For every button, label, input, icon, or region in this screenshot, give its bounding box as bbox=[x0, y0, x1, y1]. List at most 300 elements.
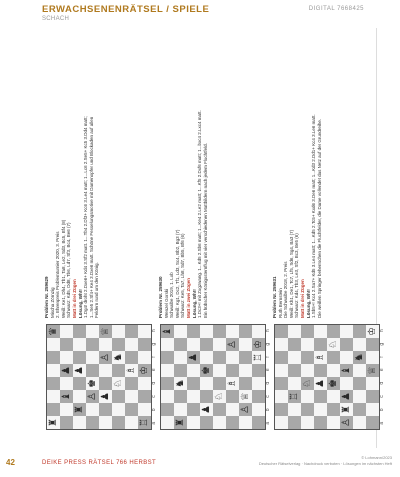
board-square bbox=[213, 416, 226, 429]
board-square bbox=[161, 325, 174, 338]
board-square bbox=[213, 390, 226, 403]
board-square bbox=[86, 390, 99, 403]
board-square bbox=[327, 325, 340, 338]
chess-piece: ♕ bbox=[366, 366, 378, 375]
chess-piece: ♞ bbox=[353, 353, 365, 362]
board-square bbox=[47, 338, 60, 351]
board-square bbox=[252, 325, 265, 338]
chess-board bbox=[274, 324, 380, 430]
board-square bbox=[47, 377, 60, 390]
chess-piece: ♜ bbox=[47, 418, 59, 427]
board-square bbox=[138, 338, 151, 351]
board-square bbox=[288, 338, 301, 351]
board-square bbox=[47, 351, 60, 364]
board-square bbox=[301, 390, 314, 403]
puzzle-panel bbox=[42, 104, 156, 432]
file-label: f bbox=[151, 356, 157, 358]
file-label: c bbox=[265, 395, 271, 398]
board-square bbox=[187, 377, 200, 390]
board-square bbox=[314, 325, 327, 338]
problem-author: Ruth Bernstein bbox=[277, 288, 283, 318]
chess-piece: ♕ bbox=[239, 392, 251, 401]
stipulation: Matt in drei Zügen bbox=[71, 279, 77, 318]
board-square bbox=[86, 403, 99, 416]
board-square bbox=[213, 325, 226, 338]
board-square bbox=[288, 351, 301, 364]
board-square bbox=[239, 390, 252, 403]
magazine-name: DEIKE PRESS RÄTSEL 766 HERBST bbox=[42, 460, 157, 466]
chess-piece: ♔ bbox=[252, 340, 264, 349]
page-number: 42 bbox=[6, 458, 15, 467]
board-square bbox=[353, 403, 366, 416]
chess-piece: ♗ bbox=[226, 379, 238, 388]
chess-piece: ♞ bbox=[112, 353, 124, 362]
board-square bbox=[73, 416, 86, 429]
board-square bbox=[112, 403, 125, 416]
board-square bbox=[340, 351, 353, 364]
chess-piece: ♗ bbox=[125, 366, 137, 375]
board-square bbox=[125, 377, 138, 390]
board-square bbox=[366, 338, 379, 351]
chess-piece: ♙ bbox=[99, 353, 111, 362]
board-square bbox=[213, 338, 226, 351]
board-square bbox=[174, 338, 187, 351]
chess-piece: ♟ bbox=[187, 353, 199, 362]
board-square bbox=[187, 338, 200, 351]
board-square bbox=[340, 338, 353, 351]
puzzle-panel bbox=[270, 104, 384, 432]
board-square bbox=[353, 338, 366, 351]
board-square bbox=[86, 325, 99, 338]
white-position: Weiß: Ke1, Dh4, Tb1, Ta8, Le2, Sd3, Bc5, Bf4 (8) bbox=[60, 219, 66, 318]
stipulation: Matt in zwei Zügen bbox=[185, 278, 191, 318]
board-square bbox=[99, 390, 112, 403]
file-label: a bbox=[151, 421, 157, 425]
board-square bbox=[138, 403, 151, 416]
board-square bbox=[125, 390, 138, 403]
board-square bbox=[314, 351, 327, 364]
board-square bbox=[275, 377, 288, 390]
file-label: d bbox=[265, 381, 271, 385]
problem-author: Wenzel Gorski bbox=[163, 288, 169, 318]
board-square bbox=[275, 338, 288, 351]
chess-piece: ♕ bbox=[99, 327, 111, 336]
board-square bbox=[200, 416, 213, 429]
board-square bbox=[112, 338, 125, 351]
board-square bbox=[252, 416, 265, 429]
board-square bbox=[200, 390, 213, 403]
board-square bbox=[301, 403, 314, 416]
board-square bbox=[213, 403, 226, 416]
board-square bbox=[327, 364, 340, 377]
board-square bbox=[112, 351, 125, 364]
board-square bbox=[86, 364, 99, 377]
board-square bbox=[366, 364, 379, 377]
board-square bbox=[314, 377, 327, 390]
board-square bbox=[86, 416, 99, 429]
problem-heading: Problem Nr. 259631 bbox=[272, 276, 277, 318]
board-square bbox=[239, 416, 252, 429]
chess-piece: ♙ bbox=[340, 418, 352, 427]
board-square bbox=[99, 364, 112, 377]
board-square bbox=[288, 325, 301, 338]
board-square bbox=[288, 377, 301, 390]
chess-piece: ♜ bbox=[174, 418, 186, 427]
board-square bbox=[86, 377, 99, 390]
board-square bbox=[239, 325, 252, 338]
problem-source: Die Schwalbe 2018, 2. Preis bbox=[283, 261, 289, 318]
board-square bbox=[125, 403, 138, 416]
board-square bbox=[327, 390, 340, 403]
board-square bbox=[174, 325, 187, 338]
board-square bbox=[275, 403, 288, 416]
board-square bbox=[161, 364, 174, 377]
chess-piece: ♝ bbox=[340, 366, 352, 375]
board-square bbox=[288, 416, 301, 429]
board-square bbox=[301, 364, 314, 377]
board-square bbox=[73, 377, 86, 390]
file-label: d bbox=[151, 381, 157, 385]
problem-source: 2. Ehrenpreis Problemturnier 2020, 3. Preis bbox=[55, 231, 61, 318]
board-square bbox=[239, 403, 252, 416]
board-square bbox=[174, 416, 187, 429]
chess-piece: ♘ bbox=[327, 340, 339, 349]
file-label: g bbox=[265, 342, 271, 346]
board-square bbox=[187, 403, 200, 416]
file-label: f bbox=[265, 356, 271, 358]
board-square bbox=[138, 364, 151, 377]
board-square bbox=[314, 416, 327, 429]
board-square bbox=[239, 364, 252, 377]
board-square bbox=[99, 351, 112, 364]
file-label: d bbox=[379, 381, 385, 385]
board-square bbox=[226, 338, 239, 351]
board-square bbox=[366, 403, 379, 416]
solution-text: 1.Dc3+! mit Zugzwang. 1...Kd5 2.Sb6 matt; 1...Ke4 2.Le2 matt; 1...Kf5 2.Dxf6 matt; 1...bxc4 2.Lxc4 matt. Ein hübscher Königssternflug mit vier verschiedenen Mattbildern nach jedem Fluchtfeld. bbox=[197, 110, 208, 318]
board-square bbox=[340, 325, 353, 338]
board-square bbox=[125, 325, 138, 338]
file-label: h bbox=[379, 329, 385, 333]
problem-heading: Problem Nr. 259629 bbox=[44, 276, 49, 318]
board-square bbox=[301, 338, 314, 351]
board-square bbox=[366, 390, 379, 403]
board-square bbox=[73, 390, 86, 403]
board-square bbox=[161, 351, 174, 364]
board-square bbox=[252, 390, 265, 403]
board-square bbox=[226, 364, 239, 377]
board-square bbox=[174, 364, 187, 377]
board-square bbox=[239, 351, 252, 364]
file-label: h bbox=[265, 329, 271, 333]
board-square bbox=[239, 377, 252, 390]
board-square bbox=[187, 416, 200, 429]
board-square bbox=[47, 325, 60, 338]
board-square bbox=[47, 390, 60, 403]
board-square bbox=[60, 377, 73, 390]
board-square bbox=[73, 338, 86, 351]
board-square bbox=[275, 390, 288, 403]
board-square bbox=[327, 351, 340, 364]
chess-piece: ♔ bbox=[138, 366, 150, 375]
board-square bbox=[60, 325, 73, 338]
problem-source: Schwalbe 2019, 1. Lob bbox=[169, 272, 175, 318]
chess-piece: ♚ bbox=[86, 379, 98, 388]
board-square bbox=[200, 325, 213, 338]
copyright: © Lohmann/2023 bbox=[361, 455, 392, 460]
solution-heading: Lösung, Wh!! bbox=[191, 289, 197, 318]
chess-piece: ♙ bbox=[86, 392, 98, 401]
board-square bbox=[161, 403, 174, 416]
board-square bbox=[327, 377, 340, 390]
board-square bbox=[200, 364, 213, 377]
chess-piece: ♚ bbox=[327, 379, 339, 388]
file-label: e bbox=[151, 368, 157, 372]
board-square bbox=[99, 403, 112, 416]
board-square bbox=[161, 416, 174, 429]
board-square bbox=[353, 416, 366, 429]
puzzle-columns bbox=[42, 28, 385, 432]
puzzle-text bbox=[44, 110, 100, 318]
board-square bbox=[340, 416, 353, 429]
page-header bbox=[0, 0, 400, 28]
board-square bbox=[174, 351, 187, 364]
stipulation: Matt in drei Zügen bbox=[299, 279, 305, 318]
board-square bbox=[239, 338, 252, 351]
board-square bbox=[353, 390, 366, 403]
board-square bbox=[366, 377, 379, 390]
solution-text: 1.Sb5+! Kc4 2.Sa7+ Kd5 3.Le4 matt; 1...Kd5 2.Tc5+ Kxd6 3.De6 matt; 1...Kd3 2.Dd1+ Kc4 3.Le6 matt. Die weißen Springer beherrschen die Fluchtfelder, die Dame vollendet das Netz auf der Grundreihe. bbox=[311, 114, 322, 318]
board-square bbox=[161, 338, 174, 351]
file-label: a bbox=[265, 421, 271, 425]
board-square bbox=[327, 416, 340, 429]
chess-piece: ♖ bbox=[138, 418, 150, 427]
board-square bbox=[252, 377, 265, 390]
board-square bbox=[226, 416, 239, 429]
board-square bbox=[60, 390, 73, 403]
chess-piece: ♜ bbox=[340, 405, 352, 414]
board-square bbox=[125, 351, 138, 364]
board-square bbox=[327, 403, 340, 416]
board-square bbox=[252, 364, 265, 377]
board-square bbox=[340, 364, 353, 377]
board-square bbox=[161, 390, 174, 403]
chess-piece: ♖ bbox=[252, 353, 264, 362]
file-label: g bbox=[379, 342, 385, 346]
board-square bbox=[73, 325, 86, 338]
chess-piece: ♟ bbox=[340, 392, 352, 401]
chess-piece: ♔ bbox=[366, 327, 378, 336]
page-footer bbox=[0, 453, 400, 477]
black-position: Schwarz: Kd5, Dd8, Tb6, Ld7, Sf3, Bc4, Be6 (7) bbox=[66, 222, 72, 318]
board-square bbox=[174, 403, 187, 416]
solution-heading: Lösung, Wh!! bbox=[305, 289, 311, 318]
chess-piece: ♜ bbox=[73, 405, 85, 414]
board-square bbox=[60, 416, 73, 429]
chess-piece: ♟ bbox=[200, 405, 212, 414]
board-square bbox=[301, 377, 314, 390]
board-square bbox=[60, 403, 73, 416]
chess-piece: ♚ bbox=[200, 366, 212, 375]
board-square bbox=[288, 390, 301, 403]
board-square bbox=[187, 351, 200, 364]
board-square bbox=[125, 416, 138, 429]
board-square bbox=[275, 364, 288, 377]
file-label: c bbox=[151, 395, 157, 398]
digital-badge: DIGITAL 7668425 bbox=[308, 6, 364, 12]
chess-board bbox=[160, 324, 266, 430]
board-square bbox=[60, 364, 73, 377]
board-square bbox=[73, 351, 86, 364]
file-labels bbox=[379, 324, 385, 430]
board-square bbox=[275, 351, 288, 364]
board-square bbox=[138, 377, 151, 390]
board-square bbox=[99, 377, 112, 390]
board-square bbox=[226, 325, 239, 338]
puzzle-text bbox=[272, 110, 322, 318]
board-square bbox=[226, 403, 239, 416]
board-square bbox=[226, 390, 239, 403]
problem-author: Mischa Zörnzig bbox=[49, 287, 55, 318]
board-square bbox=[174, 390, 187, 403]
file-label: f bbox=[379, 356, 385, 358]
board-square bbox=[252, 338, 265, 351]
file-label: b bbox=[151, 408, 157, 412]
chess-piece: ♝ bbox=[60, 392, 72, 401]
puzzle-text bbox=[158, 110, 208, 318]
board-square bbox=[314, 403, 327, 416]
white-position: Weiß: Kh1, De1, Tc7, Lf5, Sd6, Sg4, Ba3 (7) bbox=[288, 229, 294, 318]
board-square bbox=[47, 364, 60, 377]
board-square bbox=[99, 325, 112, 338]
board-square bbox=[112, 416, 125, 429]
board-square bbox=[288, 364, 301, 377]
black-position: Schwarz: Ke5, Ta7, Lh8, Sd7, Bb5, Bf6 (6) bbox=[180, 233, 186, 318]
board-square bbox=[60, 338, 73, 351]
chess-piece: ♘ bbox=[301, 379, 313, 388]
board-square bbox=[366, 351, 379, 364]
board-square bbox=[327, 338, 340, 351]
board-square bbox=[353, 377, 366, 390]
board-square bbox=[314, 364, 327, 377]
chess-piece: ♘ bbox=[213, 392, 225, 401]
board-square bbox=[161, 377, 174, 390]
board-square bbox=[213, 377, 226, 390]
board-square bbox=[112, 377, 125, 390]
board-square bbox=[138, 416, 151, 429]
chess-piece: ♗ bbox=[314, 353, 326, 362]
board-square bbox=[340, 403, 353, 416]
board-square bbox=[200, 403, 213, 416]
board-square bbox=[200, 338, 213, 351]
board-square bbox=[275, 325, 288, 338]
board-square bbox=[187, 325, 200, 338]
board-square bbox=[138, 390, 151, 403]
solution-heading: Lösung, Wh!! bbox=[77, 289, 83, 318]
board-square bbox=[112, 325, 125, 338]
board-square bbox=[138, 325, 151, 338]
board-square bbox=[301, 325, 314, 338]
board-square bbox=[200, 377, 213, 390]
board-square bbox=[174, 377, 187, 390]
board-square bbox=[314, 338, 327, 351]
board-square bbox=[138, 351, 151, 364]
board-square bbox=[226, 377, 239, 390]
footer-note: Deutscher Rätselverlag · Nachdruck verboten · Lösungen im nächsten Heft bbox=[258, 461, 392, 466]
board-square bbox=[73, 364, 86, 377]
board-square bbox=[112, 390, 125, 403]
file-label: e bbox=[379, 368, 385, 372]
board-square bbox=[213, 364, 226, 377]
chess-piece: ♙ bbox=[226, 340, 238, 349]
board-square bbox=[112, 364, 125, 377]
board-square bbox=[47, 416, 60, 429]
board-square bbox=[288, 403, 301, 416]
board-square bbox=[252, 403, 265, 416]
board-square bbox=[86, 351, 99, 364]
file-label: c bbox=[379, 395, 385, 398]
chess-piece: ♛ bbox=[47, 327, 59, 336]
file-label: b bbox=[379, 408, 385, 412]
solution-text: 1.Dg4! droht 2.Dxe6+ Kd4 3.Sf2 matt. 1...Tb4 2.Df3+ Kc6 3.Le4 matt; 1...Lc6 2.Se5+ Kc5 3.Dd4 matt; 1...Se5 2.Sf4+ Ke4 3.Dxe6 matt. Schöne Fesselungsmotive mit Damenopfer und Blockaden auf allen Feldern rund um den König. bbox=[83, 116, 100, 318]
board-square bbox=[73, 403, 86, 416]
board-square bbox=[125, 338, 138, 351]
chess-piece: ♟ bbox=[314, 379, 326, 388]
board-square bbox=[366, 416, 379, 429]
file-label: a bbox=[379, 421, 385, 425]
board-square bbox=[99, 338, 112, 351]
problem-heading: Problem Nr. 259630 bbox=[158, 276, 163, 318]
board-square bbox=[125, 364, 138, 377]
board-square bbox=[226, 351, 239, 364]
board-square bbox=[200, 351, 213, 364]
board-square bbox=[252, 351, 265, 364]
board-square bbox=[187, 364, 200, 377]
board-square bbox=[353, 364, 366, 377]
puzzle-panel bbox=[156, 104, 270, 432]
chess-board bbox=[46, 324, 152, 430]
board-square bbox=[275, 416, 288, 429]
file-label: h bbox=[151, 329, 157, 333]
board-square bbox=[353, 325, 366, 338]
board-square bbox=[187, 390, 200, 403]
board-square bbox=[366, 325, 379, 338]
chess-piece: ♟ bbox=[60, 366, 72, 375]
section-title: ERWACHSENENRÄTSEL / SPIELE bbox=[42, 4, 210, 15]
chess-piece: ♟ bbox=[99, 392, 111, 401]
board-square bbox=[301, 416, 314, 429]
black-position: Schwarz: Kd4, Tb3, Le3, Sf2, Bc3, Be5 (6) bbox=[294, 233, 300, 318]
file-label: g bbox=[151, 342, 157, 346]
chess-piece: ♟ bbox=[73, 366, 85, 375]
board-square bbox=[340, 390, 353, 403]
board-square bbox=[353, 351, 366, 364]
chess-piece: ♖ bbox=[288, 392, 300, 401]
board-square bbox=[60, 351, 73, 364]
chess-piece: ♝ bbox=[161, 327, 173, 336]
board-square bbox=[301, 351, 314, 364]
board-square bbox=[340, 377, 353, 390]
board-square bbox=[47, 403, 60, 416]
chess-piece: ♘ bbox=[112, 379, 124, 388]
board-square bbox=[314, 390, 327, 403]
white-position: Weiß: Kg1, Dc2, Tf1, Ld3, Sc4, Bb2, Bg3 (7) bbox=[174, 229, 180, 318]
chess-piece: ♙ bbox=[239, 405, 251, 414]
file-label: e bbox=[265, 368, 271, 372]
chess-piece: ♞ bbox=[174, 379, 186, 388]
section-subtitle: SCHACH bbox=[42, 16, 70, 22]
board-square bbox=[86, 338, 99, 351]
file-label: b bbox=[265, 408, 271, 412]
